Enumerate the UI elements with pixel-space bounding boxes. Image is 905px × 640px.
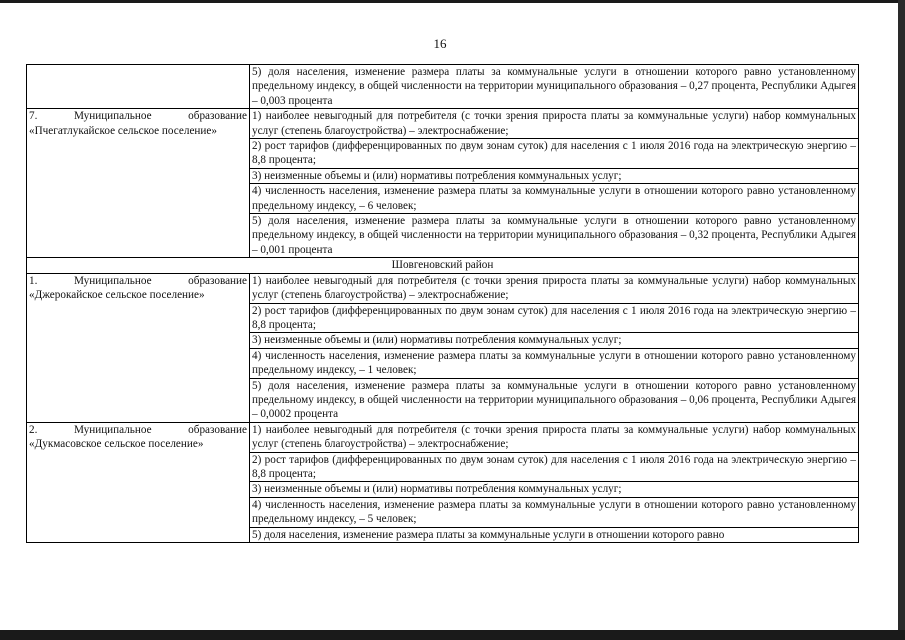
table-row — [27, 273, 859, 422]
scan-edge-right — [898, 0, 905, 640]
municipality-name: 1. Муниципальное образование «Джерокайское сельское поселение» — [29, 274, 247, 302]
condition-item: 4) численность населения, изменение размера платы за коммунальные услуги в отношении которого равно установленному предельному индексу, – 5 человек; — [252, 498, 856, 526]
condition-item: 3) неизменные объемы и (или) нормативы потребления коммунальных услуг; — [250, 481, 858, 496]
condition-item: 1) наиболее невыгодный для потребителя (с точки зрения прироста платы за коммунальные услуги) набор коммунальных услуг (степень благоустройства) – электроснабжение; — [252, 110, 856, 137]
section-row — [27, 258, 859, 273]
tariff-table — [26, 64, 859, 543]
table-row — [27, 109, 859, 258]
condition-item: 5) доля населения, изменение размера платы за коммунальные услуги в отношении которого равно установленному предельному индексу, в общей численности на территории муниципального образования – 0,32 процента, Республики Адыгея – 0,001 процента — [252, 215, 856, 256]
scan-edge-top — [0, 0, 905, 3]
condition-item: 1) наиболее невыгодный для потребителя (с точки зрения прироста платы за коммунальные услуги) набор коммунальных услуг (степень благоустройства) – электроснабжение; — [252, 423, 856, 451]
conditions-cell — [250, 109, 859, 258]
condition-item: 1) наиболее невыгодный для потребителя (с точки зрения прироста платы за коммунальные услуги) набор коммунальных услуг (степень благоустройства) – электроснабжение; — [252, 274, 856, 302]
municipality-name: 7. Муниципальное образование «Пчегатлукайское сельское поселение» — [29, 110, 247, 137]
condition-item: 5) доля населения, изменение размера платы за коммунальные услуги в отношении которого равно установленному предельному индексу, в общей численности на территории муниципального образования – 0,06 процента, Республики Адыгея – 0,0002 процента — [252, 379, 856, 421]
condition-item: 3) неизменные объемы и (или) нормативы потребления коммунальных услуг; — [250, 168, 858, 183]
table-body — [27, 65, 859, 543]
municipality-name: 2. Муниципальное образование «Дукмасовское сельское поселение» — [29, 423, 247, 451]
condition-item: 4) численность населения, изменение размера платы за коммунальные услуги в отношении которого равно установленному предельному индексу, – 1 человек; — [252, 349, 856, 377]
page-number: 16 — [433, 36, 447, 51]
conditions-cell — [250, 65, 859, 109]
condition-item: 4) численность населения, изменение размера платы за коммунальные услуги в отношении которого равно установленному предельному индексу, – 6 человек; — [252, 185, 856, 212]
table-row — [27, 422, 859, 542]
condition-item: 3) неизменные объемы и (или) нормативы потребления коммунальных услуг; — [250, 332, 858, 347]
condition-item: 5) доля населения, изменение размера платы за коммунальные услуги в отношении которого равно — [250, 527, 858, 542]
condition-item: 2) рост тарифов (дифференцированных по двум зонам суток) для населения с 1 июля 2016 года на электрическую энергию – 8,8 процента; — [252, 453, 856, 480]
condition-item: 5) доля населения, изменение размера платы за коммунальные услуги в отношении которого равно установленному предельному индексу, в общей численности на территории муниципального образования – 0,27 процента, Республики Адыгея – 0,003 процента — [252, 66, 856, 107]
municipality-cell — [27, 273, 250, 422]
municipality-cell — [27, 65, 250, 109]
section-title: Шовгеновский район — [27, 258, 859, 273]
conditions-cell — [250, 273, 859, 422]
condition-item: 2) рост тарифов (дифференцированных по двум зонам суток) для населения с 1 июля 2016 года на электрическую энергию – 8,8 процента; — [252, 140, 856, 167]
condition-item: 2) рост тарифов (дифференцированных по двум зонам суток) для населения с 1 июля 2016 года на электрическую энергию – 8,8 процента; — [252, 304, 856, 331]
municipality-cell — [27, 109, 250, 258]
scan-edge-bottom — [0, 630, 905, 640]
table-row — [27, 65, 859, 109]
municipality-cell — [27, 422, 250, 542]
conditions-cell — [250, 422, 859, 542]
